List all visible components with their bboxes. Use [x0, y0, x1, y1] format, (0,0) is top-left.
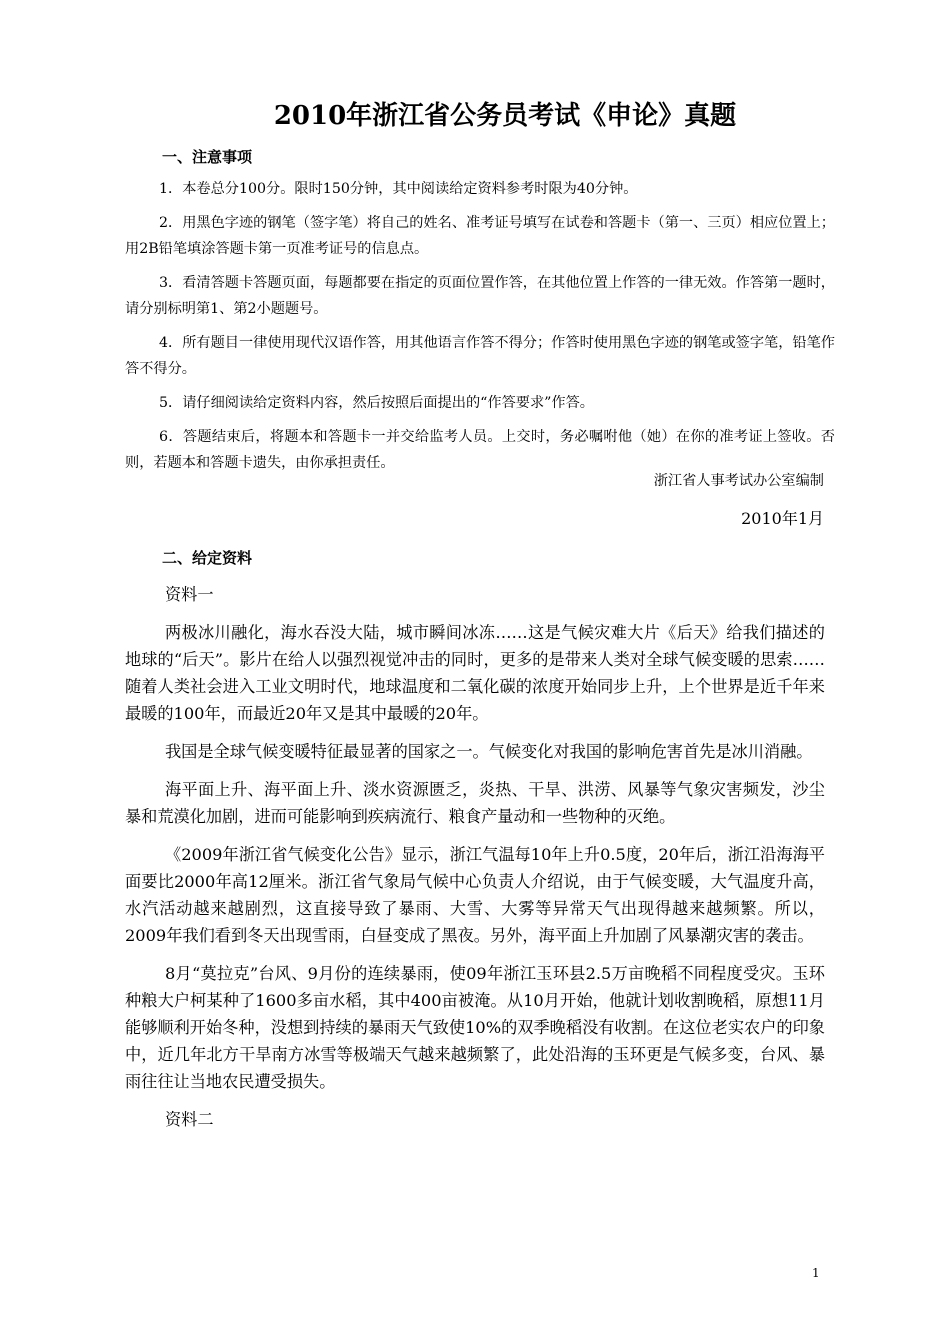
section-heading-notes: 一、注意事项: [162, 148, 253, 166]
material-paragraph: 8月“莫拉克”台风、9月份的连续暴雨，使09年浙江玉环县2.5万亩晚稻不同程度受灾。玉环种粮大户柯某种了1600多亩水稻，其中400亩被淹。从10月开始，他就计划收割晚稻，原想11月能够顺利开始冬种，没想到持续的暴雨天气致使10%的双季晚稻没有收割。在这位老实农户的印象中，近几年北方干旱南方冰雪等极端天气越来越频繁了，此处沿海的玉环更是气候多变，台风、暴雨往往让当地农民遭受损失。: [125, 964, 825, 1091]
page-number: 1: [812, 1266, 820, 1280]
note-item: 1．本卷总分100分。限时150分钟，其中阅读给定资料参考时限为40分钟。: [159, 181, 638, 197]
materials-body: [125, 581, 825, 1144]
note-item: 2．用黑色字迹的钢笔（签字笔）将自己的姓名、准考证号填写在试卷和答题卡（第一、三页）相应位置上；用2B铅笔填涂答题卡第一页准考证号的信息点。: [125, 215, 835, 257]
note-item: 6．答题结束后，将题本和答题卡一并交给监考人员。上交时，务必嘱咐他（她）在你的准考证上签收。否则，若题本和答题卡遗失，由你承担责任。: [125, 429, 835, 471]
issuer-signature: 浙江省人事考试办公室编制: [653, 473, 824, 489]
issue-date: 2010年1月: [741, 509, 824, 528]
material-label: 资料二: [165, 1110, 214, 1129]
notes-list: [125, 176, 835, 484]
note-item: 5．请仔细阅读给定资料内容，然后按照后面提出的“作答要求”作答。: [159, 395, 594, 411]
note-item: 4．所有题目一律使用现代汉语作答，用其他语言作答不得分；作答时使用黑色字迹的钢笔或签字笔，铅笔作答不得分。: [125, 335, 835, 377]
material-label: 资料一: [165, 585, 214, 604]
note-item: 3．看清答题卡答题页面，每题都要在指定的页面位置作答，在其他位置上作答的一律无效。作答第一题时，请分别标明第1、第2小题题号。: [125, 275, 835, 317]
section-heading-materials: 二、给定资料: [162, 549, 253, 567]
material-paragraph: 两极冰川融化，海水吞没大陆，城市瞬间冰冻……这是气候灾难大片《后天》给我们描述的地球的“后天”。影片在给人以强烈视觉冲击的同时，更多的是带来人类对全球气候变暖的思索……随着人类社会进入工业文明时代，地球温度和二氧化碳的浓度开始同步上升，上个世界是近千年来最暖的100年，而最近20年又是其中最暖的20年。: [125, 623, 825, 723]
material-paragraph: 海平面上升、海平面上升、淡水资源匮乏，炎热、干旱、洪涝、风暴等气象灾害频发，沙尘暴和荒漠化加剧，进而可能影响到疾病流行、粮食产量动和一些物种的灭绝。: [125, 780, 825, 826]
page-title: 2010年浙江省公务员考试《申论》真题: [273, 101, 737, 131]
material-paragraph: 我国是全球气候变暖特征最显著的国家之一。气候变化对我国的影响危害首先是冰川消融。: [165, 742, 813, 761]
material-paragraph: 《2009年浙江省气候变化公告》显示，浙江气温每10年上升0.5度，20年后，浙江沿海海平面要比2000年高12厘米。浙江省气象局气候中心负责人介绍说，由于气候变暖，大气温度升高，水汽活动越来越剧烈，这直接导致了暴雨、大雪、大雾等异常天气出现得越来越频繁。所以，2009年我们看到冬天出现雪雨，白昼变成了黑夜。另外，海平面上升加剧了风暴潮灾害的袭击。: [125, 845, 825, 945]
